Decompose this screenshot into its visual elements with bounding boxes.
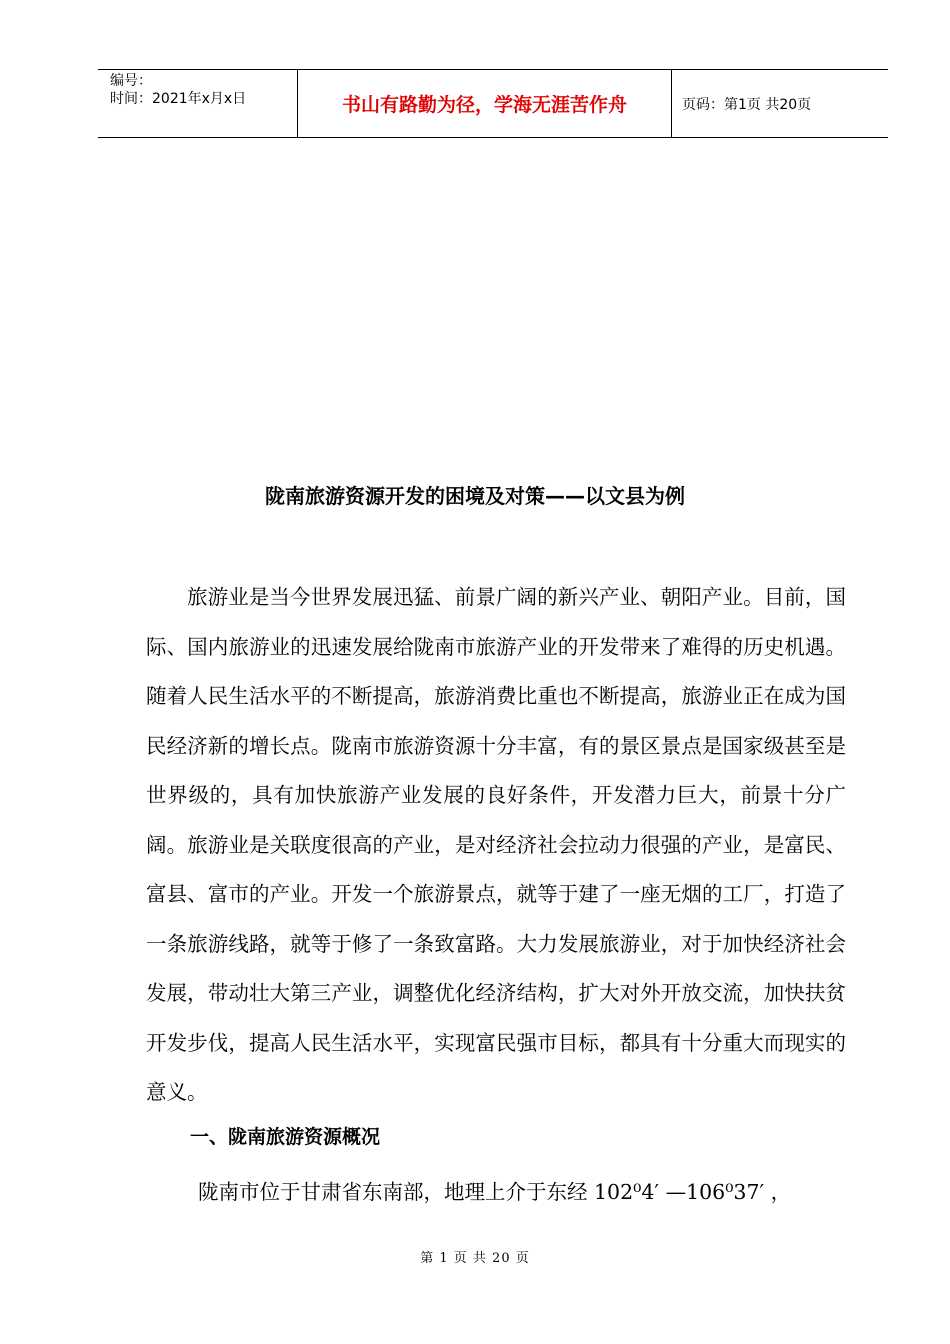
page-footer: 第 1 页 共 20 页	[420, 1251, 530, 1266]
intro-paragraph: 旅游业是当今世界发展迅猛、前景广阔的新兴产业、朝阳产业。目前，国际、国内旅游业的迅速发展给陇南市旅游产业的开发带来了难得的历史机遇。随着人民生活水平的不断提高，旅游消费比重也不断提高，旅游业正在成为国民经济新的增长点。陇南市旅游资源十分丰富，有的景区景点是国家级甚至是世界级的，具有加快旅游产业发展的良好条件，开发潜力巨大，前景十分广阔。旅游业是关联度很高的产业，是对经济社会拉动力很强的产业，是富民、富县、富市的产业。开发一个旅游景点，就等于建了一座无烟的工厂，打造了一条旅游线路，就等于修了一条致富路。大力发展旅游业，对于加快经济社会发展，带动壮大第三产业，调整优化经济结构，扩大对外开放交流，加快扶贫开发步伐，提高人民生活水平，实现富民强市目标，都具有十分重大而现实的意义。	[146, 585, 846, 1104]
document-title: 陇南旅游资源开发的困境及对策——以文县为例	[265, 484, 685, 508]
document-number-label: 编号：	[110, 73, 152, 89]
document-time-label: 时间：2021年x月x日	[110, 91, 247, 107]
header-page-info: 页码：第1页 共20页	[682, 96, 812, 113]
header-meta	[98, 70, 298, 137]
section-paragraph: 陇南市位于甘肃省东南部，地理上介于东经 102⁰4′ —106⁰37′ ，	[198, 1180, 792, 1204]
section-heading: 一、陇南旅游资源概况	[190, 1126, 381, 1148]
page-header	[98, 69, 888, 138]
header-motto: 书山有路勤为径，学海无涯苦作舟	[298, 70, 672, 137]
